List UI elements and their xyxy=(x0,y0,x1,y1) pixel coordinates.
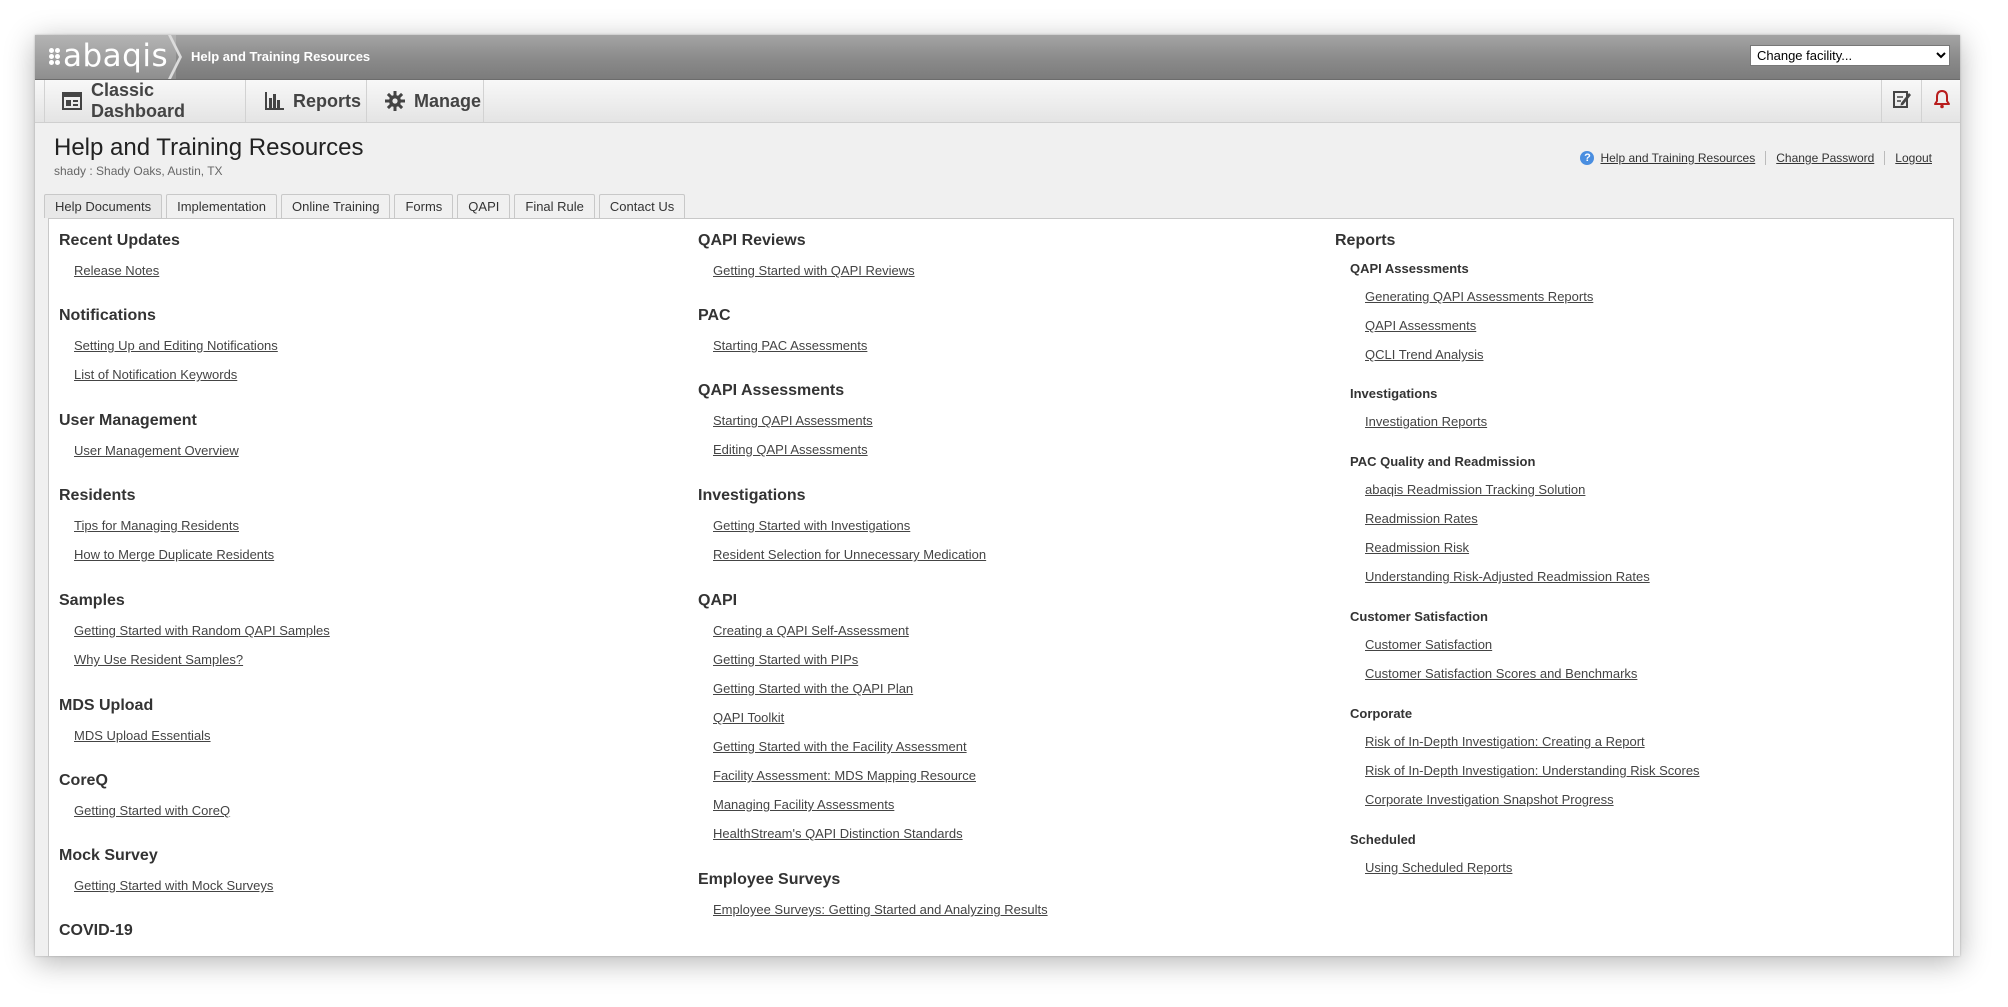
section-title: Notifications xyxy=(59,307,156,324)
section-title: COVID-19 xyxy=(59,922,133,939)
logo-dots-icon xyxy=(49,48,61,66)
doc-link[interactable]: QAPI Toolkit xyxy=(713,710,785,725)
gear-icon xyxy=(385,91,405,111)
doc-link[interactable]: QAPI Assessments xyxy=(1365,318,1477,333)
tab-help-documents[interactable]: Help Documents xyxy=(44,194,162,218)
breadcrumb-separator-icon xyxy=(168,35,182,79)
doc-link[interactable]: Getting Started with QAPI Reviews xyxy=(713,263,915,278)
doc-link[interactable]: QCLI Trend Analysis xyxy=(1365,347,1484,362)
doc-link[interactable]: Using Scheduled Reports xyxy=(1365,860,1513,875)
doc-link[interactable]: Risk of In-Depth Investigation: Creating a Report xyxy=(1365,734,1645,749)
report-group-title: Investigations xyxy=(1350,386,1438,401)
abaqis-logo[interactable] xyxy=(35,35,176,79)
section-title: Employee Surveys xyxy=(698,871,841,888)
nav-manage-label: Manage xyxy=(414,90,482,111)
doc-link[interactable]: Getting Started with the QAPI Plan xyxy=(713,681,914,696)
doc-link[interactable]: HealthStream's QAPI Distinction Standards xyxy=(713,826,963,841)
tab-forms[interactable]: Forms xyxy=(394,194,453,218)
page-subtitle: shady : Shady Oaks, Austin, TX xyxy=(54,164,223,178)
tab-qapi[interactable]: QAPI xyxy=(457,194,510,218)
doc-link[interactable]: Customer Satisfaction xyxy=(1365,637,1493,652)
doc-link[interactable]: Managing Facility Assessments xyxy=(713,797,895,812)
doc-link[interactable]: Getting Started with Mock Surveys xyxy=(74,878,274,893)
bar-chart-icon xyxy=(264,92,284,110)
report-group-title: Customer Satisfaction xyxy=(1350,609,1488,624)
account-links xyxy=(1580,151,1942,165)
section-title: PAC xyxy=(698,307,731,324)
doc-link[interactable]: Editing QAPI Assessments xyxy=(713,442,868,457)
doc-link[interactable]: Creating a QAPI Self-Assessment xyxy=(713,623,909,638)
edit-notes-button[interactable] xyxy=(1881,80,1921,122)
doc-link[interactable]: Starting PAC Assessments xyxy=(713,338,868,353)
doc-link[interactable]: Employee Surveys: Getting Started and Analyzing Results xyxy=(713,902,1048,917)
nav-classic-dashboard-label: Classic Dashboard xyxy=(91,80,186,121)
section-title: Samples xyxy=(59,592,125,609)
report-group-title: Scheduled xyxy=(1350,832,1416,847)
tab-bar xyxy=(44,194,689,218)
section-title: Investigations xyxy=(698,487,806,504)
section-title: CoreQ xyxy=(59,772,108,789)
section-title: Residents xyxy=(59,487,136,504)
tab-online-training[interactable]: Online Training xyxy=(281,194,390,218)
doc-link[interactable]: Release Notes xyxy=(74,263,160,278)
help-resources-link[interactable]: Help and Training Resources xyxy=(1600,151,1756,165)
breadcrumb[interactable]: Help and Training Resources xyxy=(191,49,371,64)
doc-link[interactable]: Corporate Investigation Snapshot Progress xyxy=(1365,792,1614,807)
page-title: Help and Training Resources xyxy=(54,134,364,161)
doc-link[interactable]: Risk of In-Depth Investigation: Understanding Risk Scores xyxy=(1365,763,1700,778)
doc-link[interactable]: Understanding Risk-Adjusted Readmission Rates xyxy=(1365,569,1650,584)
facility-select[interactable] xyxy=(1750,45,1950,66)
nav-reports[interactable] xyxy=(246,80,367,122)
section-title: Reports xyxy=(1335,232,1396,249)
doc-link[interactable]: Why Use Resident Samples? xyxy=(74,652,244,667)
doc-link[interactable]: Investigation Reports xyxy=(1365,414,1488,429)
tab-implementation[interactable]: Implementation xyxy=(166,194,277,218)
doc-link[interactable]: How to Merge Duplicate Residents xyxy=(74,547,275,562)
report-group-title: Corporate xyxy=(1350,706,1413,721)
doc-link[interactable]: Starting QAPI Assessments xyxy=(713,413,873,428)
logo-text: abaqis xyxy=(63,38,169,74)
logout-link[interactable]: Logout xyxy=(1884,151,1942,165)
doc-link[interactable]: Generating QAPI Assessments Reports xyxy=(1365,289,1594,304)
doc-link[interactable]: Getting Started with Random QAPI Samples xyxy=(74,623,330,638)
top-bar xyxy=(35,35,1960,80)
tab-final-rule[interactable]: Final Rule xyxy=(514,194,595,218)
doc-link[interactable]: Getting Started with the Facility Assessment xyxy=(713,739,967,754)
doc-link[interactable]: List of Notification Keywords xyxy=(74,367,238,382)
doc-link[interactable]: Readmission Risk xyxy=(1365,540,1470,555)
doc-link[interactable]: Customer Satisfaction Scores and Benchmarks xyxy=(1365,666,1638,681)
doc-link[interactable]: Getting Started with CoreQ xyxy=(74,803,231,818)
doc-link[interactable]: Resident Selection for Unnecessary Medication xyxy=(713,547,987,562)
tab-contact-us[interactable]: Contact Us xyxy=(599,194,685,218)
doc-link[interactable]: Facility Assessment: MDS Mapping Resource xyxy=(713,768,976,783)
dashboard-icon xyxy=(62,92,82,110)
doc-link[interactable]: Setting Up and Editing Notifications xyxy=(74,338,278,353)
nav-manage[interactable] xyxy=(367,80,484,122)
section-title: Recent Updates xyxy=(59,232,180,249)
nav-reports-label: Reports xyxy=(293,90,362,111)
doc-link[interactable]: Readmission Rates xyxy=(1365,511,1478,526)
app-window xyxy=(35,35,1960,956)
section-title: Mock Survey xyxy=(59,847,158,864)
notifications-button[interactable] xyxy=(1921,80,1960,122)
section-title: QAPI xyxy=(698,592,738,609)
change-password-link[interactable]: Change Password xyxy=(1765,151,1884,165)
doc-link[interactable]: abaqis Readmission Tracking Solution xyxy=(1365,482,1586,497)
help-documents-panel xyxy=(48,218,1954,956)
section-title: QAPI Reviews xyxy=(698,232,806,249)
report-group-title: QAPI Assessments xyxy=(1350,261,1469,276)
doc-link[interactable]: Tips for Managing Residents xyxy=(74,518,239,533)
nav-classic-dashboard[interactable] xyxy=(44,80,246,122)
doc-link[interactable]: Getting Started with Investigations xyxy=(713,518,911,533)
edit-note-icon xyxy=(1892,89,1912,114)
section-title: QAPI Assessments xyxy=(698,382,845,399)
main-nav xyxy=(35,80,1960,123)
doc-link[interactable]: User Management Overview xyxy=(74,443,239,458)
doc-link[interactable]: Getting Started with PIPs xyxy=(713,652,859,667)
help-icon: ? xyxy=(1580,151,1594,165)
section-title: MDS Upload xyxy=(59,697,154,714)
section-title: User Management xyxy=(59,412,197,429)
bell-icon xyxy=(1932,89,1952,114)
doc-link[interactable]: MDS Upload Essentials xyxy=(74,728,211,743)
report-group-title: PAC Quality and Readmission xyxy=(1350,454,1536,469)
